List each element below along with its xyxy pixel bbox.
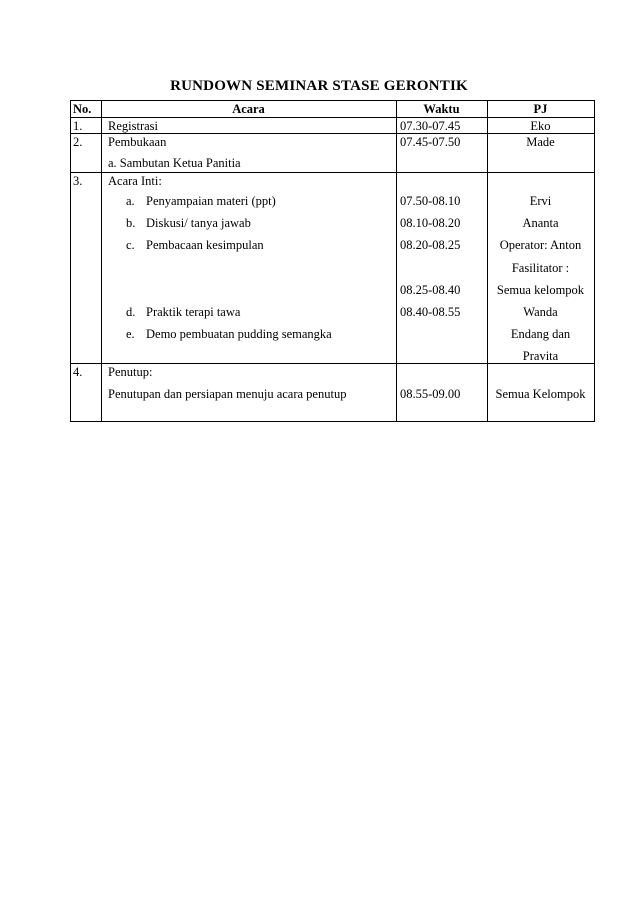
table-border-right (594, 100, 595, 422)
row-pj: Semua kelompok (496, 283, 585, 297)
list-item: Diskusi/ tanya jawab (146, 216, 251, 230)
list-item: Demo pembuatan pudding semangka (146, 327, 332, 341)
table-column-rule (396, 100, 397, 422)
row-waktu: 08.25-08.40 (400, 283, 461, 297)
row-waktu: 07.50-08.10 (400, 194, 461, 208)
row-pj: Fasilitator : (511, 261, 570, 275)
row-pj: Endang dan (510, 327, 571, 341)
list-item-marker: d. (126, 305, 136, 319)
row-waktu: 07.45-07.50 (400, 135, 461, 149)
row-pj: Pravita (522, 349, 559, 363)
list-item-marker: c. (126, 238, 135, 252)
row-number: 1. (73, 119, 83, 133)
row-acara: Pembukaan (108, 135, 167, 149)
list-item-marker: e. (126, 327, 135, 341)
page-title: RUNDOWN SEMINAR STASE GERONTIK (170, 78, 468, 94)
row-sub-item: a. Sambutan Ketua Panitia (108, 156, 241, 170)
row-number: 2. (73, 135, 83, 149)
table-border-bottom (70, 421, 595, 422)
row-pj: Made (526, 135, 555, 149)
header-waktu: Waktu (423, 102, 460, 116)
list-item-marker: a. (126, 194, 135, 208)
list-item-marker: b. (126, 216, 136, 230)
row-waktu: 08.55-09.00 (400, 387, 461, 401)
row-waktu: 07.30-07.45 (400, 119, 461, 133)
row-number: 3. (73, 174, 83, 188)
row-number: 4. (73, 365, 83, 379)
table-column-rule (101, 100, 102, 422)
row-waktu: 08.10-08.20 (400, 216, 461, 230)
row-pj: Ervi (529, 194, 552, 208)
header-acara: Acara (232, 102, 265, 116)
row-pj: Operator: Anton (499, 238, 582, 252)
list-item: Praktik terapi tawa (146, 305, 241, 319)
list-item: Pembacaan kesimpulan (146, 238, 264, 252)
row-pj: Ananta (522, 216, 559, 230)
row-sub-item: Penutupan dan persiapan menuju acara penutup (108, 387, 347, 401)
header-pj: PJ (533, 102, 548, 116)
row-acara: Acara Inti: (108, 174, 162, 188)
row-acara: Penutup: (108, 365, 153, 379)
row-pj: Wanda (523, 305, 558, 319)
list-item: Penyampaian materi (ppt) (146, 194, 276, 208)
row-waktu: 08.20-08.25 (400, 238, 461, 252)
row-acara: Registrasi (108, 119, 158, 133)
row-waktu: 08.40-08.55 (400, 305, 461, 319)
table-border-left (70, 100, 71, 422)
header-no: No. (73, 102, 92, 116)
row-pj: Semua Kelompok (495, 387, 586, 401)
row-pj: Eko (530, 119, 551, 133)
